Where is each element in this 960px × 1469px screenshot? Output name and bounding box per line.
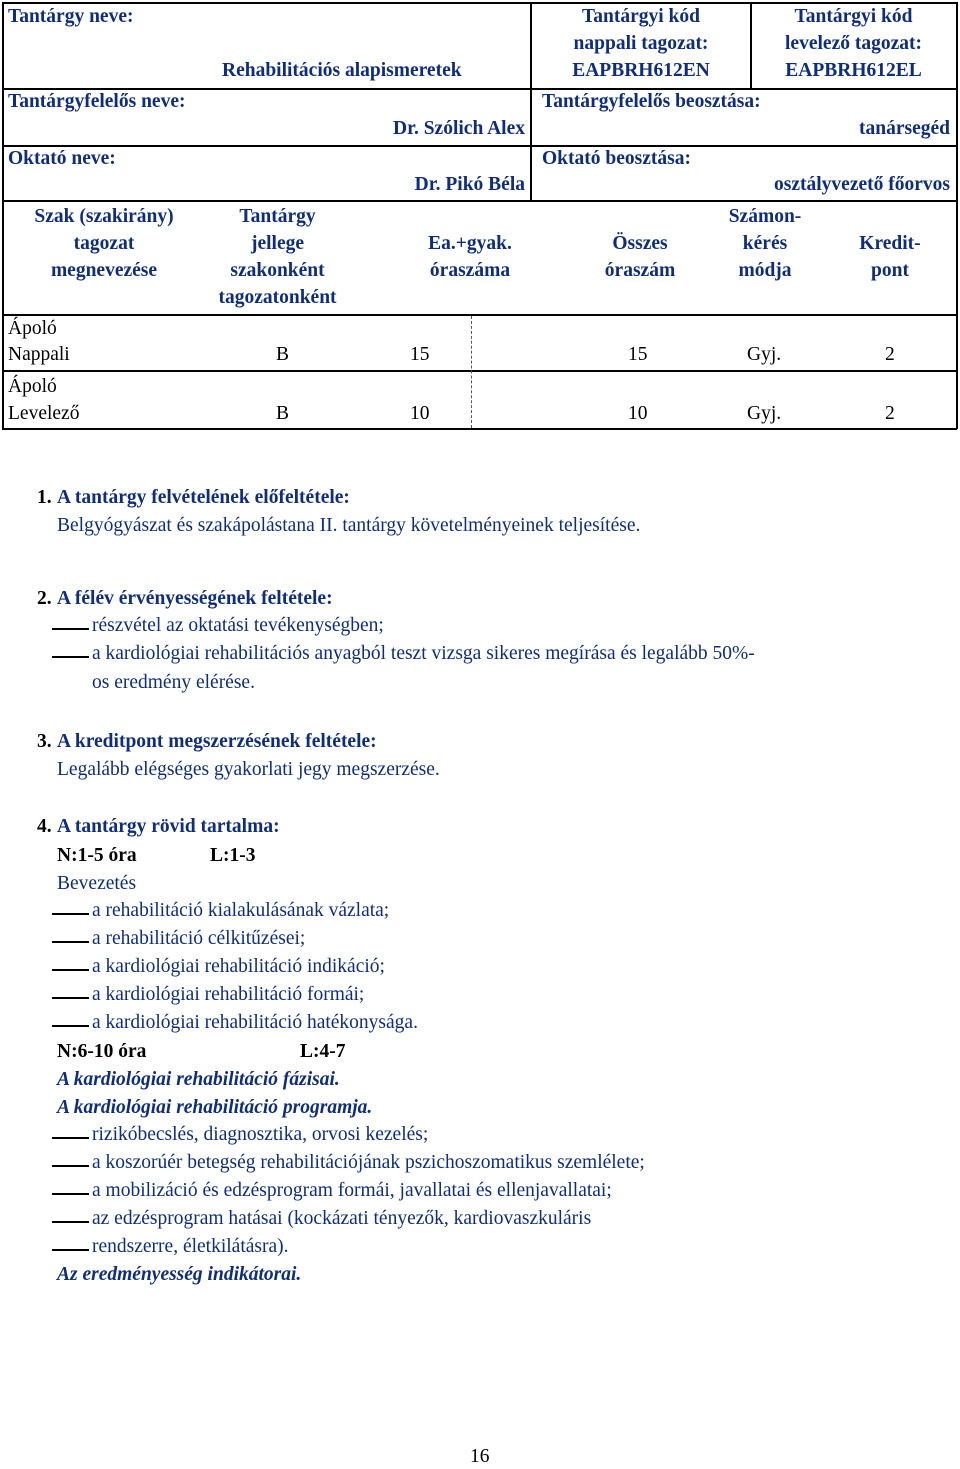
section-title: A félév érvényességének feltétele: <box>57 588 333 609</box>
credit-cell: 2 <box>885 344 895 365</box>
dash-bullet <box>52 1137 89 1139</box>
page-number: 16 <box>470 1446 490 1467</box>
list-item: a kardiológiai rehabilitációs anyagból teszt vizsga sikeres megírása és legalább 50%- <box>92 643 755 664</box>
list-item: a kardiológiai rehabilitáció hatékonysága. <box>92 1012 418 1033</box>
credit-cell: 2 <box>885 403 895 424</box>
dash-bullet <box>52 913 89 915</box>
section-number: 1. <box>37 487 52 508</box>
mode-cell: Levelező <box>8 403 80 424</box>
dash-bullet <box>52 941 89 943</box>
dash-bullet <box>52 1165 89 1167</box>
program-cell: Ápoló <box>8 376 57 397</box>
dash-bullet <box>52 969 89 971</box>
list-item: részvétel az oktatási tevékenységben; <box>92 615 384 636</box>
section-title: A tantárgy rövid tartalma: <box>57 816 280 837</box>
list-item: a mobilizáció és edzésprogram formái, javallatai és ellenjavallatai; <box>92 1180 612 1201</box>
list-item: a rehabilitáció kialakulásának vázlata; <box>92 900 390 921</box>
assessment-cell: Gyj. <box>747 403 782 424</box>
responsible-label: Tantárgyfelelős neve: <box>8 91 186 112</box>
total-cell: 15 <box>628 344 648 365</box>
list-item: a rehabilitáció célkitűzései; <box>92 928 306 949</box>
code-corr-label-1: Tantárgyi kód <box>794 6 913 27</box>
assessment-cell: Gyj. <box>747 344 782 365</box>
instructor-value: Dr. Pikó Béla <box>414 174 525 195</box>
dash-bullet <box>52 1193 89 1195</box>
subject-name-value: Rehabilitációs alapismeretek <box>222 60 462 81</box>
type-cell: B <box>276 344 290 365</box>
dash-bullet <box>52 656 89 658</box>
dash-bullet <box>52 997 89 999</box>
responsible-position-label: Tantárgyfelelős beosztása: <box>542 91 761 112</box>
block-hours-corr: L:4-7 <box>300 1041 346 1062</box>
list-item: az edzésprogram hatásai (kockázati tényezők, kardiovaszkuláris <box>92 1208 592 1229</box>
mode-cell: Nappali <box>8 344 70 365</box>
list-item: rizikóbecslés, diagnosztika, orvosi kezelés; <box>92 1124 429 1145</box>
section-number: 3. <box>37 731 52 752</box>
dash-bullet <box>52 1249 89 1251</box>
section-title: A kreditpont megszerzésének feltétele: <box>57 731 377 752</box>
block-hours-day: N:1-5 óra <box>57 845 137 866</box>
code-day-value: EAPBRH612EN <box>572 60 710 81</box>
section-title: A tantárgy felvételének előfeltétele: <box>57 487 350 508</box>
block-hours-day: N:6-10 óra <box>57 1041 147 1062</box>
responsible-position-value: tanársegéd <box>859 118 950 139</box>
code-corr-label-2: levelező tagozat: <box>785 33 922 54</box>
section-number: 2. <box>37 588 52 609</box>
list-item: a kardiológiai rehabilitáció indikáció; <box>92 956 385 977</box>
code-corr-value: EAPBRH612EL <box>785 60 922 81</box>
program-cell: Ápoló <box>8 318 57 339</box>
section-text: Legalább elégséges gyakorlati jegy megszerzése. <box>57 759 440 780</box>
hours-cell: 10 <box>410 403 430 424</box>
italic-heading: A kardiológiai rehabilitáció programja. <box>57 1097 373 1118</box>
dash-bullet <box>52 628 89 630</box>
code-day-label-2: nappali tagozat: <box>573 33 709 54</box>
code-day-label-1: Tantárgyi kód <box>582 6 700 27</box>
section-number: 4. <box>37 816 52 837</box>
list-item: rendszerre, életkilátásra). <box>92 1236 289 1257</box>
instructor-position-value: osztályvezető főorvos <box>774 174 950 195</box>
instructor-position-label: Oktató beosztása: <box>542 148 691 169</box>
section-text: Belgyógyászat és szakápolástana II. tantárgy követelményeinek teljesítése. <box>57 515 641 536</box>
dash-bullet <box>52 1221 89 1223</box>
type-cell: B <box>276 403 290 424</box>
list-item: a kardiológiai rehabilitáció formái; <box>92 984 365 1005</box>
subject-name-label: Tantárgy neve: <box>8 6 134 27</box>
list-item-continuation: os eredmény elérése. <box>92 672 255 693</box>
subheading-introduction: Bevezetés <box>57 873 137 894</box>
list-item: a koszorúér betegség rehabilitációjának pszichoszomatikus szemlélete; <box>92 1152 645 1173</box>
dash-bullet <box>52 1025 89 1027</box>
hours-cell: 15 <box>410 344 430 365</box>
responsible-value: Dr. Szólich Alex <box>393 118 525 139</box>
block-hours-corr: L:1-3 <box>210 845 256 866</box>
italic-heading: A kardiológiai rehabilitáció fázisai. <box>57 1069 340 1090</box>
italic-heading: Az eredményesség indikátorai. <box>57 1264 302 1285</box>
instructor-label: Oktató neve: <box>8 148 116 169</box>
total-cell: 10 <box>628 403 648 424</box>
